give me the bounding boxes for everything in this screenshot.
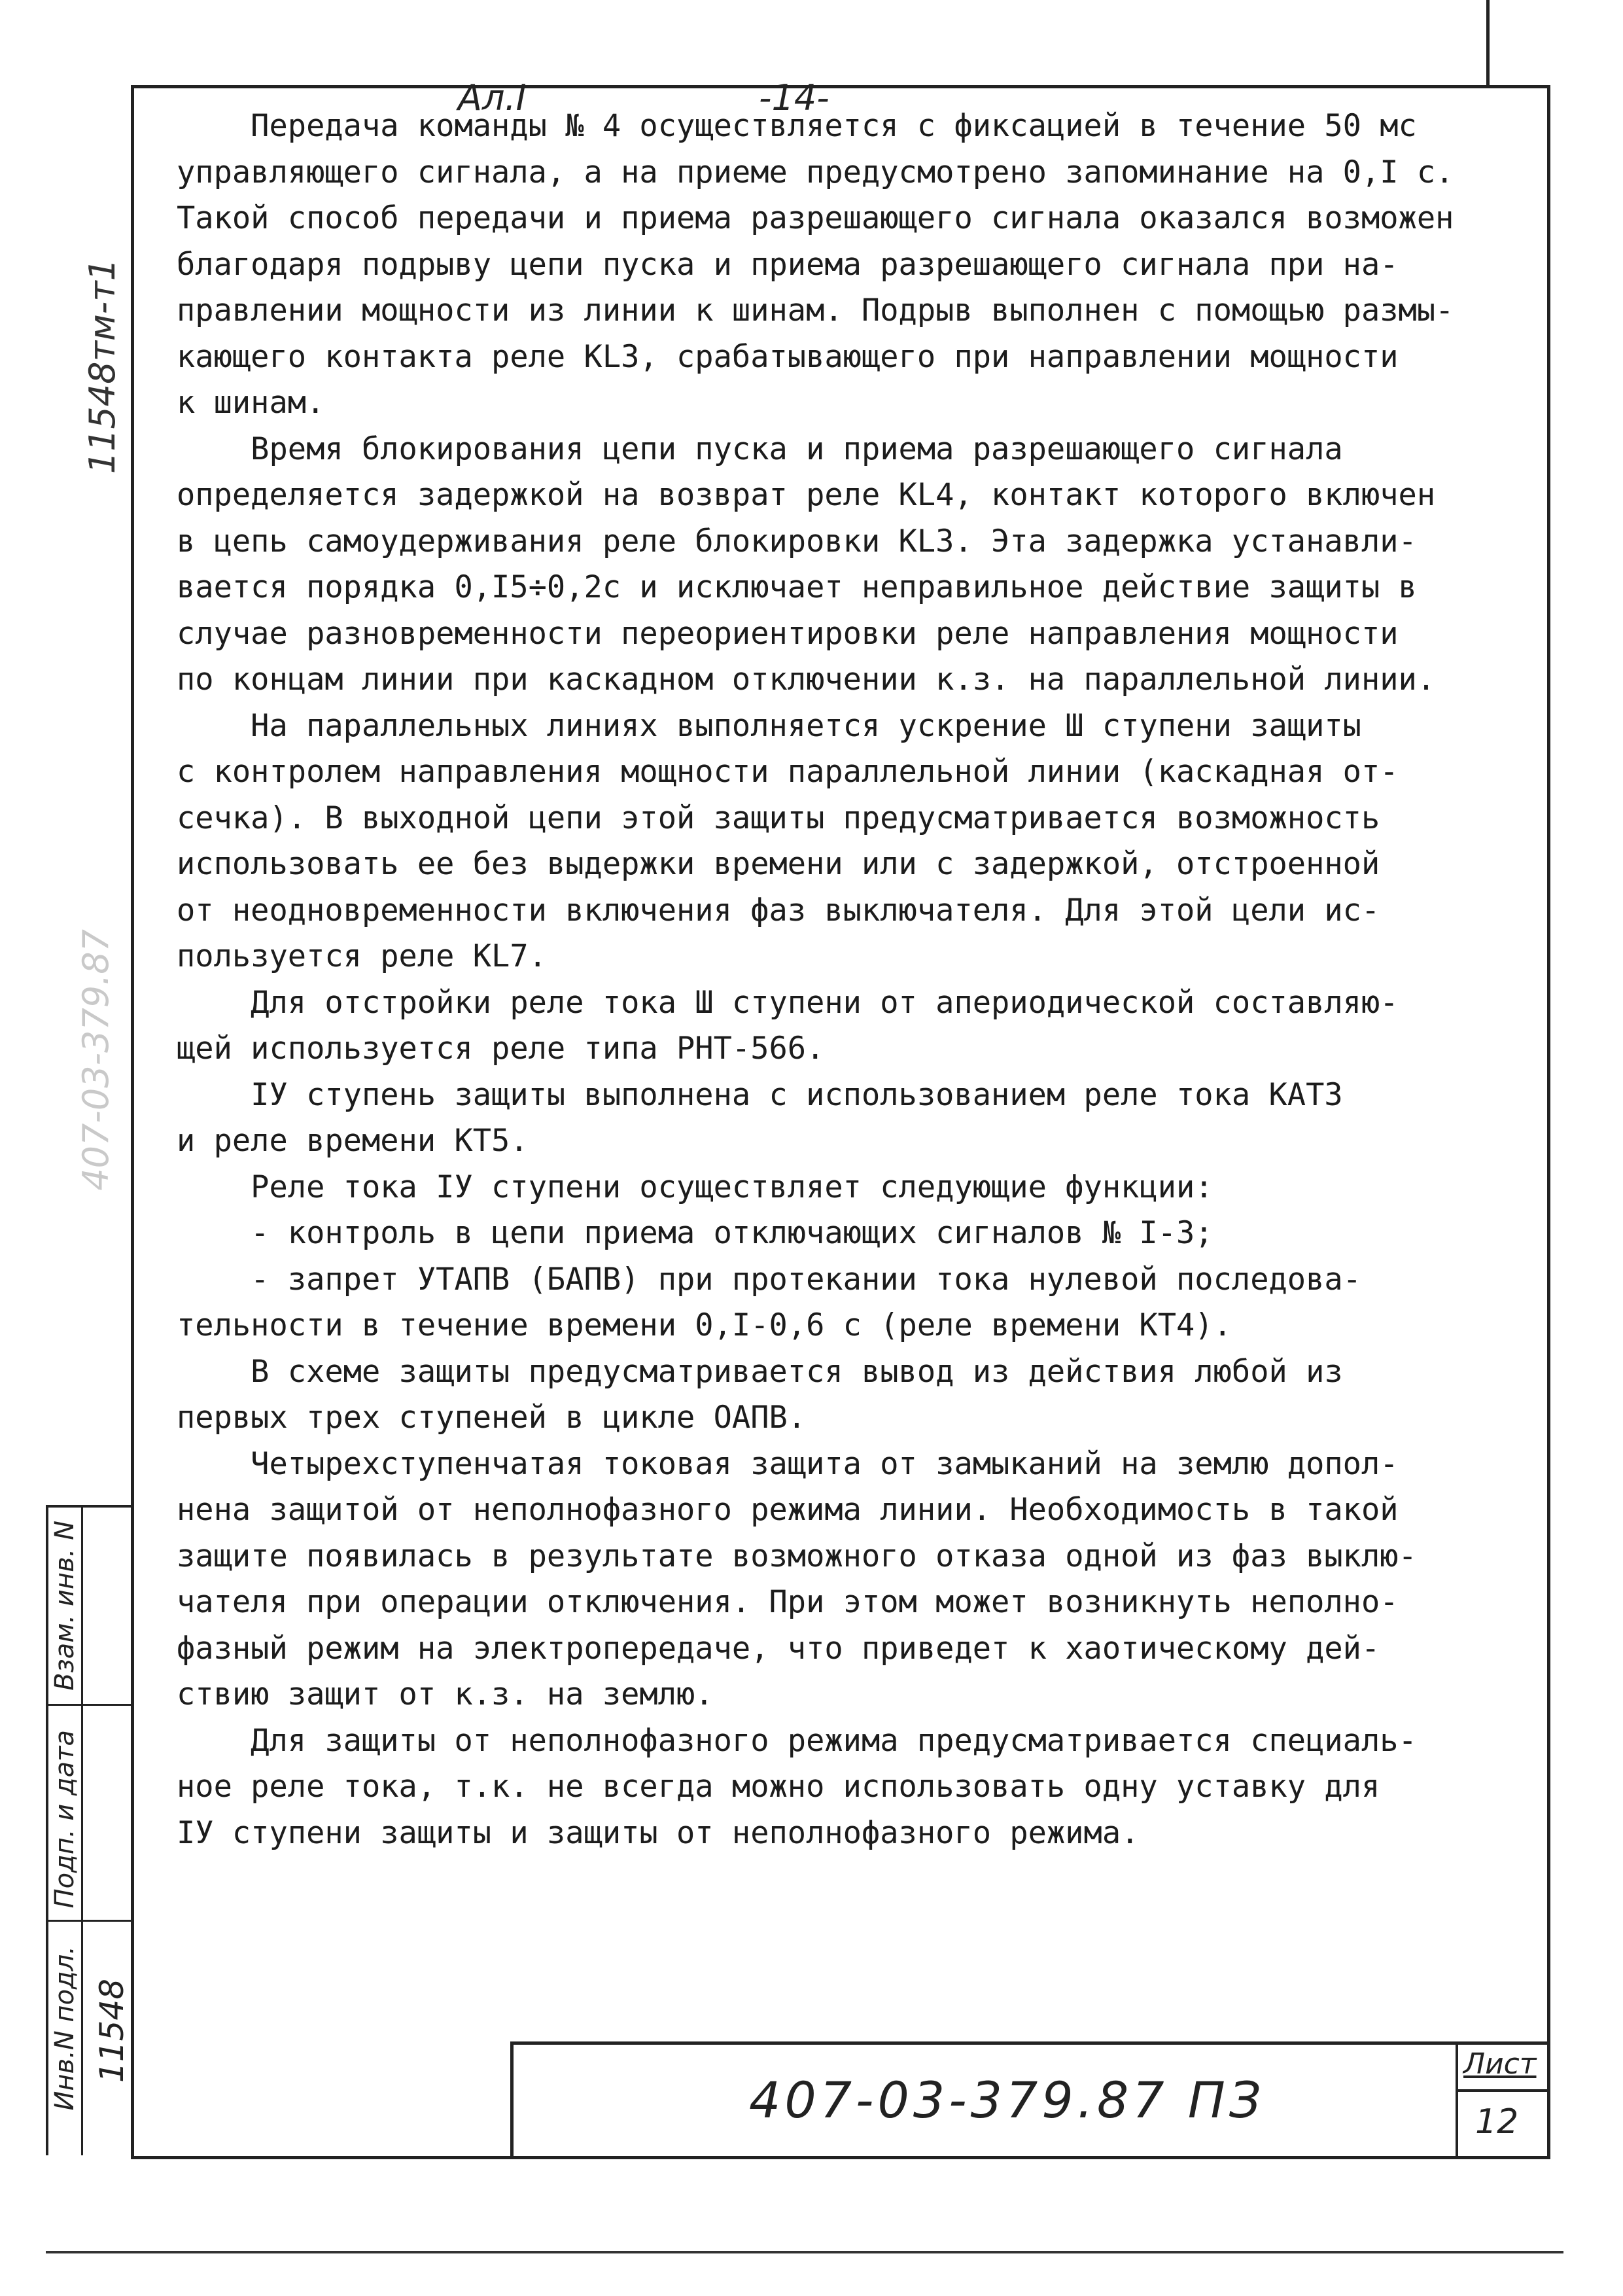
title-block-divider	[1456, 2045, 1458, 2156]
text-line: от неодновременности включения фаз выключателя. Для этой цели ис-	[177, 892, 1380, 928]
text-line: В схеме защиты предусматривается вывод из действия любой из	[177, 1353, 1343, 1390]
text-line: случае разновременности переориентировки реле направления мощности	[177, 615, 1399, 652]
text-line: в цепь самоудерживания реле блокировки КL3. Эта задержка устанавли-	[177, 523, 1417, 559]
text-line: Время блокирования цепи пуска и приема разрешающего сигнала	[177, 431, 1343, 467]
text-line: Для отстройки реле тока Ш ступени от апериодической составляю-	[177, 984, 1399, 1021]
document-code: 407-03-379.87 ПЗ	[749, 2071, 1265, 2129]
text-line: защите появилась в результате возможного отказа одной из фаз выклю-	[177, 1538, 1417, 1574]
text-line: Для защиты от неполнофазного режима предусматривается специаль-	[177, 1722, 1417, 1759]
text-line: фазный режим на электропередаче, что приведет к хаотическому дей-	[177, 1630, 1380, 1667]
title-block-divider	[1456, 2089, 1547, 2092]
text-line: Четырехступенчатая токовая защита от замыканий на землю допол-	[177, 1445, 1399, 1482]
strip-divider	[81, 1508, 83, 2155]
text-line: вается порядка 0,I5÷0,2с и исключает неправильное действие защиты в	[177, 569, 1417, 605]
text-line: правлении мощности из линии к шинам. Подрыв выполнен с помощью размы-	[177, 292, 1454, 328]
strip-handwritten-number: 11548	[93, 1979, 131, 2083]
text-line: кающего контакта реле КL3, срабатывающего при направлении мощности	[177, 338, 1399, 375]
sheet-label: Лист	[1463, 2047, 1537, 2081]
sheet-number: 12	[1475, 2102, 1519, 2142]
text-line: IУ ступени защиты и защиты от неполнофазного режима.	[177, 1814, 1140, 1851]
left-stamp-strip	[46, 1505, 133, 2155]
strip-label-replace-inventory: Взам. инв. N	[50, 1521, 80, 1691]
text-line: На параллельных линиях выполняется ускрение Ш ступени защиты	[177, 707, 1361, 744]
text-line: - контроль в цепи приема отключающих сигналов № I-3;	[177, 1215, 1213, 1251]
text-line: по концам линии при каскадном отключении к.з. на параллельной линии.	[177, 662, 1436, 698]
text-line: благодаря подрыву цепи пуска и приема разрешающего сигнала при на-	[177, 246, 1399, 283]
text-line: к шинам.	[177, 385, 325, 421]
inventory-margin-note: 11548тм-т1	[82, 258, 123, 474]
text-line: и реле времени КТ5.	[177, 1123, 529, 1159]
text-line: - запрет УТАПВ (БАПВ) при протекании тока нулевой последова-	[177, 1261, 1361, 1298]
text-line: использовать ее без выдержки времени или с задержкой, отстроенной	[177, 846, 1380, 882]
title-block	[510, 2041, 1547, 2156]
text-line: ное реле тока, т.к. не всегда можно использовать одну уставку для	[177, 1769, 1380, 1805]
text-line: тельности в течение времени 0,I-0,6 с (реле времени КТ4).	[177, 1307, 1232, 1343]
strip-rule	[48, 1704, 133, 1706]
faint-margin-code: 407-03-379.87	[75, 929, 116, 1191]
text-line: Такой способ передачи и приема разрешающего сигнала оказался возможен	[177, 200, 1454, 236]
text-line: первых трех ступеней в цикле ОАПВ.	[177, 1400, 807, 1436]
text-line: чателя при операции отключения. При этом может возникнуть неполно-	[177, 1584, 1399, 1620]
text-line: управляющего сигнала, а на приеме предусмотрено запоминание на 0,I с.	[177, 154, 1454, 190]
body-text	[177, 103, 1537, 1856]
strip-label-signature-date: Подп. и дата	[50, 1730, 80, 1909]
text-line: с контролем направления мощности параллельной линии (каскадная от-	[177, 754, 1399, 790]
text-line: ствию защит от к.з. на землю.	[177, 1676, 714, 1712]
text-line: нена защитой от неполнофазного режима линии. Необходимость в такой	[177, 1492, 1399, 1528]
strip-label-inventory: Инв.N подл.	[50, 1946, 80, 2111]
album-mark: Ал.I	[458, 77, 527, 118]
text-line: сечка). В выходной цепи этой защиты предусматривается возможность	[177, 800, 1380, 836]
strip-rule	[48, 1920, 133, 1922]
frame-top-tick	[1486, 0, 1490, 88]
page-number-header: -14-	[759, 77, 829, 118]
text-line: Передача команды № 4 осуществляется с фиксацией в течение 50 мс	[177, 108, 1417, 144]
text-line: Реле тока IУ ступени осуществляет следующие функции:	[177, 1169, 1213, 1205]
text-line: определяется задержкой на возврат реле КL4, контакт которого включен	[177, 477, 1436, 513]
text-line: IУ ступень защиты выполнена с использованием реле тока КАТ3	[177, 1076, 1343, 1113]
bottom-rule	[46, 2251, 1563, 2253]
text-line: щей используется реле типа РНТ-566.	[177, 1031, 825, 1067]
text-line: пользуется реле КL7.	[177, 938, 547, 974]
